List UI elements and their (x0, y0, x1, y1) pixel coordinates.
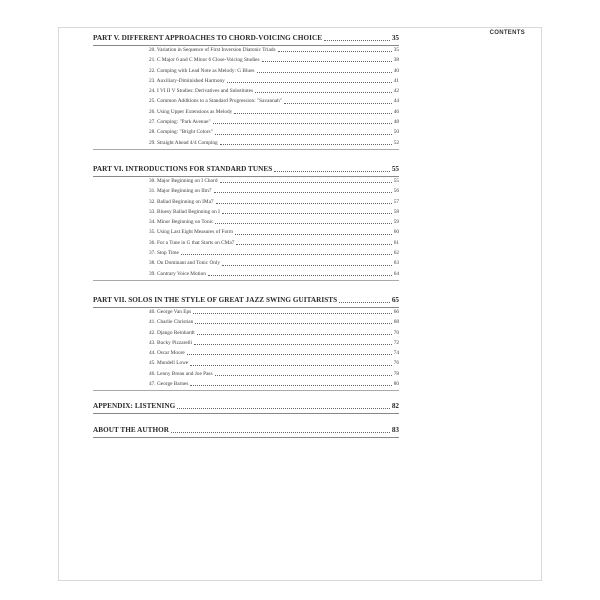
toc-entry-list (149, 45, 399, 148)
entry-title: 28. Comping: "Bright Colors" (149, 129, 213, 136)
part-title: PART VI. INTRODUCTIONS FOR STANDARD TUNES (93, 164, 273, 173)
dot-leader (190, 365, 392, 366)
entry-page-number: 48 (393, 119, 399, 126)
entry-page-number: 64 (393, 270, 399, 277)
entry-page-number: 38 (393, 57, 399, 64)
entry-title: 44. Oscar Moore (149, 350, 185, 357)
dot-leader (208, 275, 392, 276)
entry-page-number: 57 (393, 198, 399, 205)
entry-page-number: 46 (393, 108, 399, 115)
dot-leader (215, 375, 392, 376)
entry-title: 46. Lenny Breau and Joe Pass (149, 370, 213, 377)
toc-entry[interactable] (149, 227, 399, 237)
dot-leader (324, 40, 390, 41)
entry-title: 31. Major Beginning on IIm7 (149, 188, 212, 195)
toc-entry[interactable] (149, 186, 399, 196)
dot-leader (284, 103, 392, 104)
toc-entry[interactable] (149, 66, 399, 76)
entry-page-number: 35 (393, 47, 399, 53)
dot-leader (197, 334, 392, 335)
toc-entry[interactable] (149, 207, 399, 217)
entry-page-number: 80 (393, 381, 399, 388)
entry-title: 45. Mundell Lowe (149, 360, 189, 367)
dot-leader (220, 144, 392, 145)
entry-title: 42. Django Reinhardt (149, 329, 195, 336)
entry-page-number: 41 (393, 77, 399, 84)
entry-title: 36. For a Tune in G that Starts on CMa7 (149, 239, 235, 246)
entry-page-number: 66 (393, 308, 399, 315)
toc-entry[interactable] (149, 379, 399, 389)
part-title: ABOUT THE AUTHOR (93, 426, 170, 435)
entry-title: 26. Using Upper Extensions as Melody (149, 108, 233, 115)
entry-title: 30. Major Beginning on I Chord (149, 177, 218, 184)
part-page-number: 65 (391, 295, 399, 304)
dot-leader (235, 234, 392, 235)
toc-part-heading[interactable] (93, 293, 399, 307)
dot-leader (177, 408, 390, 409)
dot-leader (234, 113, 392, 114)
toc-entry[interactable] (149, 55, 399, 65)
dot-leader (213, 123, 392, 124)
entry-page-number: 55 (393, 177, 399, 184)
dot-leader (274, 171, 390, 172)
dot-leader (278, 51, 392, 52)
dot-leader (214, 192, 392, 193)
entry-title: 25. Common Additions to a Standard Progression: "Savannah" (149, 98, 282, 105)
toc-entry[interactable] (149, 348, 399, 358)
toc-entry[interactable] (149, 358, 399, 368)
entry-title: 40. George Van Eps (149, 308, 192, 315)
entry-title: 43. Bucky Pizzarelli (149, 339, 193, 346)
dot-leader (222, 265, 392, 266)
entry-title: 21. C Major 6 and C Minor 6 Close-Voicing Studies (149, 57, 260, 64)
section-gap (93, 279, 399, 293)
entry-page-number: 62 (393, 250, 399, 257)
entry-page-number: 50 (393, 129, 399, 136)
section-rule (93, 176, 399, 177)
section-end-rule (93, 280, 399, 281)
toc-part-heading[interactable] (93, 399, 399, 413)
toc-entry[interactable] (149, 238, 399, 248)
dot-leader (262, 61, 392, 62)
entry-page-number: 68 (393, 319, 399, 326)
dot-leader (190, 385, 392, 386)
dot-leader (215, 223, 392, 224)
entry-page-number: 63 (393, 260, 399, 267)
section-end-rule (93, 149, 399, 150)
entry-title: 27. Comping: "Park Avenue" (149, 119, 211, 126)
toc-entry[interactable] (149, 45, 399, 55)
toc-entry[interactable] (149, 369, 399, 379)
entry-page-number: 74 (393, 350, 399, 357)
entry-title: 34. Minor Beginning on Tonic (149, 219, 214, 226)
section-end-rule (93, 390, 399, 391)
entry-title: 29. Straight Ahead 4/4 Comping (149, 139, 218, 146)
toc-entry[interactable] (149, 307, 399, 317)
part-title: PART VII. SOLOS IN THE STYLE OF GREAT JAZZ SWING GUITARISTS (93, 295, 338, 304)
toc-entry[interactable] (149, 328, 399, 338)
dot-leader (227, 82, 392, 83)
entry-title: 20. Variation in Sequence of First Inversion Diatonic Triads (149, 47, 276, 53)
entry-page-number: 72 (393, 339, 399, 346)
entry-page-number: 76 (393, 360, 399, 367)
entry-title: 39. Contrary Voice Motion (149, 270, 206, 277)
toc-entry[interactable] (149, 258, 399, 268)
entry-title: 23. Auxiliary-Diminished Harmony (149, 77, 225, 84)
toc-entry[interactable] (149, 338, 399, 348)
toc-entry[interactable] (149, 96, 399, 106)
dot-leader (339, 302, 390, 303)
dot-leader (215, 134, 392, 135)
toc-part-heading[interactable] (93, 31, 399, 45)
entry-page-number: 42 (393, 88, 399, 95)
toc-entry[interactable] (149, 117, 399, 127)
entry-page-number: 59 (393, 219, 399, 226)
entry-page-number: 52 (393, 139, 399, 146)
entry-page-number: 70 (393, 329, 399, 336)
section-gap (93, 148, 399, 162)
part-title: PART V. DIFFERENT APPROACHES TO CHORD-VOICING CHOICE (93, 34, 323, 42)
toc-entry[interactable] (149, 269, 399, 279)
entry-title: 22. Comping with Lead Note as Melody: G Blues (149, 67, 255, 74)
dot-leader (187, 354, 392, 355)
entry-page-number: 60 (393, 229, 399, 236)
section-rule (93, 437, 399, 438)
entry-title: 32. Ballad Beginning on IMa7 (149, 198, 214, 205)
section-gap (93, 413, 399, 423)
running-header: CONTENTS (489, 30, 525, 36)
toc-entry[interactable] (149, 176, 399, 186)
dot-leader (193, 313, 392, 314)
entry-page-number: 61 (393, 239, 399, 246)
dot-leader (216, 203, 392, 204)
section-rule (93, 45, 399, 46)
entry-title: 47. George Barnes (149, 381, 189, 388)
toc-entry[interactable] (149, 317, 399, 327)
toc-entry[interactable] (149, 76, 399, 86)
dot-leader (171, 432, 390, 433)
part-page-number: 82 (391, 402, 399, 411)
part-page-number: 83 (391, 426, 399, 435)
toc-entry[interactable] (149, 217, 399, 227)
toc-entry[interactable] (149, 248, 399, 258)
dot-leader (195, 323, 392, 324)
part-page-number: 55 (391, 164, 399, 173)
dot-leader (220, 182, 392, 183)
toc-part-heading[interactable] (93, 423, 399, 437)
dot-leader (257, 72, 392, 73)
dot-leader (222, 213, 392, 214)
entry-page-number: 78 (393, 370, 399, 377)
toc-entry-list (149, 307, 399, 389)
toc-entry[interactable] (149, 86, 399, 96)
entry-title: 24. I VI II V Studies: Derivatives and Substitutes (149, 88, 254, 95)
dot-leader (181, 254, 392, 255)
section-rule (93, 307, 399, 308)
toc-entry[interactable] (149, 138, 399, 148)
dot-leader (255, 92, 392, 93)
toc-entry[interactable] (149, 127, 399, 137)
entry-page-number: 44 (393, 98, 399, 105)
toc-entry[interactable] (149, 107, 399, 117)
dot-leader (194, 344, 392, 345)
entry-page-number: 58 (393, 208, 399, 215)
entry-title: 33. Bluesy Ballad Beginning on I (149, 208, 220, 215)
entry-title: 38. On Dominant and Tonic Only (149, 260, 221, 267)
toc-entry[interactable] (149, 197, 399, 207)
section-rule (93, 413, 399, 414)
entry-page-number: 56 (393, 188, 399, 195)
entry-title: 41. Charlie Christian (149, 319, 194, 326)
entry-title: 35. Using Last Eight Measures of Form (149, 229, 234, 236)
dot-leader (236, 244, 392, 245)
toc-part-heading[interactable] (93, 162, 399, 176)
entry-title: 37. Stop Time (149, 250, 179, 257)
table-of-contents (93, 31, 399, 437)
part-title: APPENDIX: LISTENING (93, 402, 176, 411)
part-page-number: 35 (391, 34, 399, 42)
toc-entry-list (149, 176, 399, 279)
entry-page-number: 40 (393, 67, 399, 74)
